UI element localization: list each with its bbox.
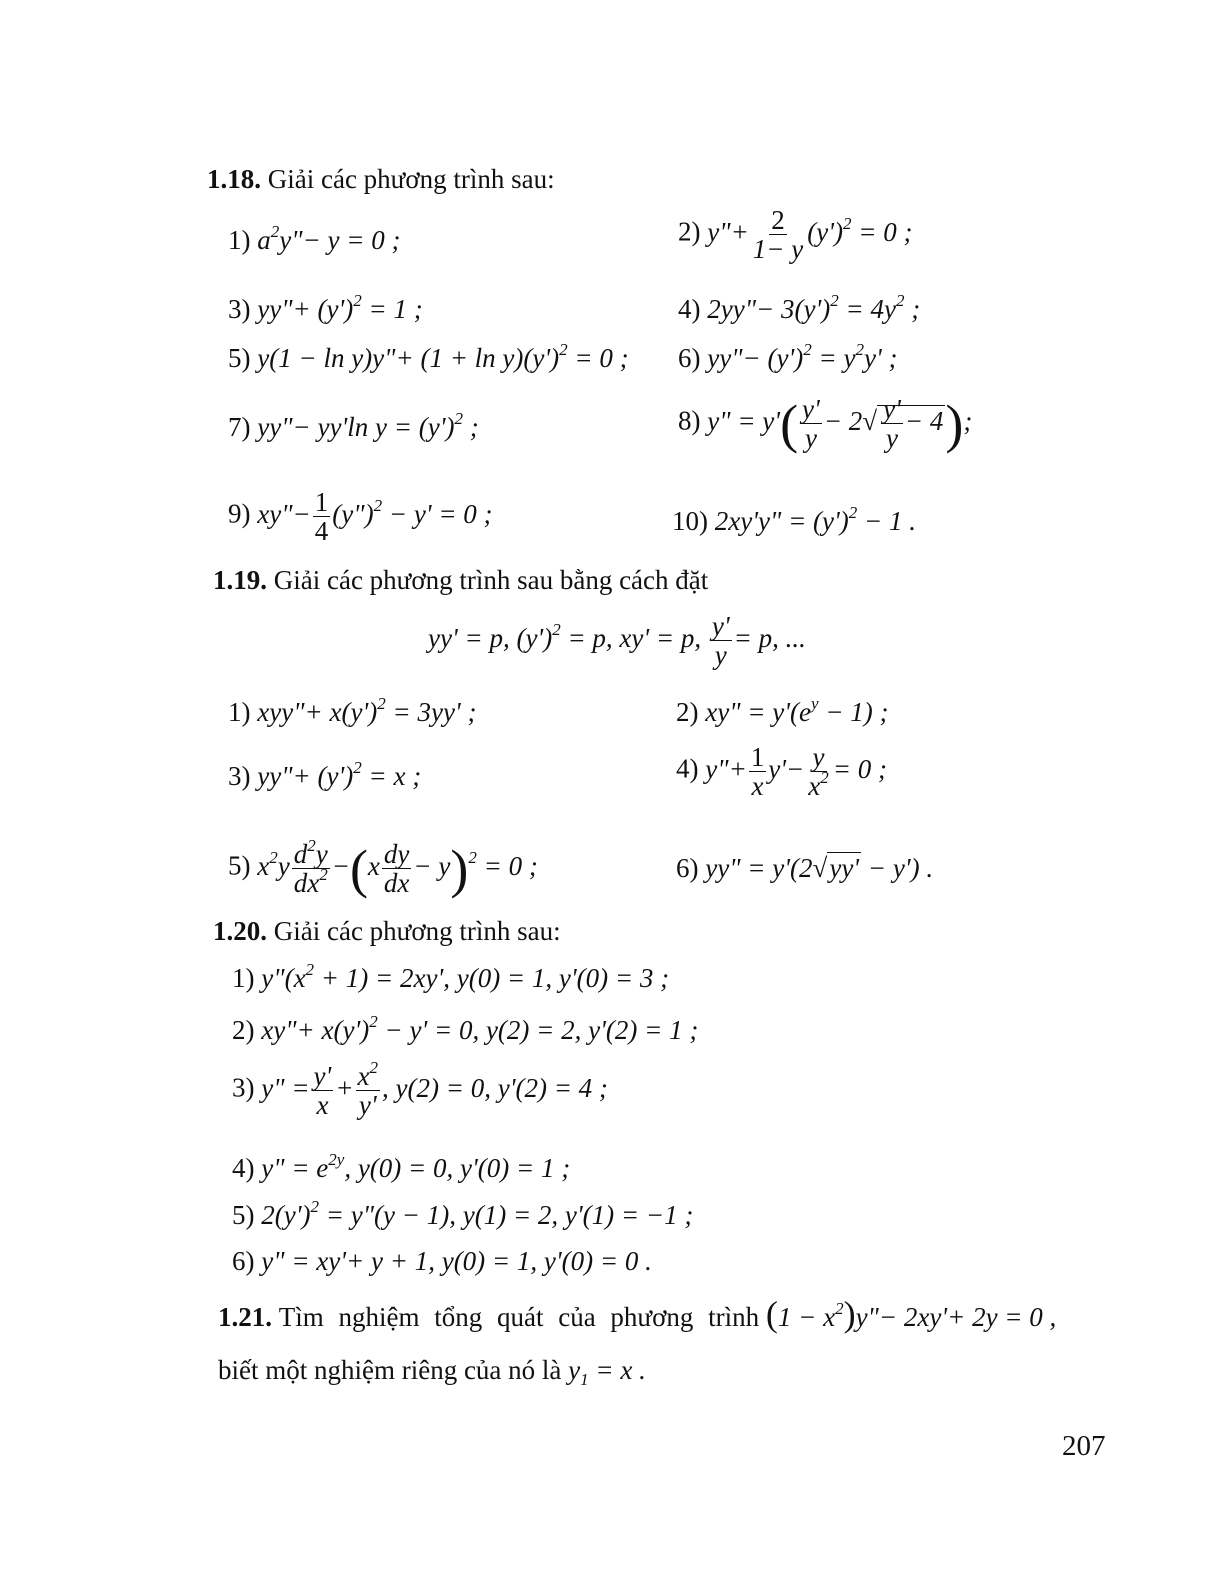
item-label: 5) bbox=[228, 850, 251, 881]
eq-1-20-5 bbox=[232, 1199, 693, 1231]
item-label: 9) bbox=[228, 498, 251, 529]
item-label: 5) bbox=[228, 343, 251, 373]
formula: y" = $\frac{y'}{x}$ + $\frac{x^2}{y'}$ , y(2) = 0, y'(2) = 4 ; bbox=[261, 1058, 608, 1120]
eq-1-20-4 bbox=[232, 1152, 570, 1184]
exercise-number: 1.21. bbox=[218, 1302, 272, 1332]
formula: xy"− $\frac{1}{4}$ (y")$^2$ − y' = 0 ; bbox=[257, 487, 493, 546]
exercise-1-21-line1 bbox=[218, 1294, 1057, 1334]
eq-1-19-4 bbox=[676, 743, 887, 800]
formula: y" = y'( $\frac{y'}{y}$ − 2√ $\frac{y'}{y}$ − 4); bbox=[707, 393, 973, 454]
formula: y"+ $\frac{2}{1- y}$ $(y')^2 = 0$ ; bbox=[707, 205, 913, 264]
item-label: 3) bbox=[232, 1072, 255, 1103]
item-label: 6) bbox=[676, 853, 699, 883]
item-label: 7) bbox=[228, 412, 251, 442]
exercise-text: biết một nghiệm riêng của nó là bbox=[218, 1355, 562, 1385]
formula: y(1 − ln y)y"+ $(1 + \ln y)(y')^2 = 0$ ; bbox=[257, 340, 629, 373]
eq-1-18-9 bbox=[228, 488, 493, 545]
formula: $(1 - x^2)y"- 2xy'+ 2y = 0$ , bbox=[765, 1294, 1057, 1334]
item-label: 6) bbox=[232, 1246, 255, 1276]
eq-1-18-7 bbox=[228, 411, 479, 443]
formula: $x^2y$ $\frac{d^2y}{dx^2}$ −(x $\frac{dy}{dx}$ − y)$^2$ = 0 ; bbox=[257, 836, 538, 899]
item-label: 10) bbox=[672, 506, 708, 536]
formula: xy" = $y'(e^y - 1)$ ; bbox=[705, 694, 889, 727]
item-label: 6) bbox=[678, 343, 701, 373]
exercise-number: 1.19. bbox=[213, 565, 267, 595]
item-label: 1) bbox=[228, 225, 251, 255]
exercise-text: Giải các phương trình sau: bbox=[267, 164, 555, 194]
item-label: 5) bbox=[232, 1200, 255, 1230]
formula: y" = xy'+ y + 1, y(0) = 1, y'(0) = 0 . bbox=[261, 1246, 652, 1276]
eq-1-19-3 bbox=[228, 760, 421, 792]
eq-1-20-6 bbox=[232, 1245, 652, 1277]
eq-1-19-5 bbox=[228, 836, 538, 899]
item-label: 4) bbox=[232, 1153, 255, 1183]
item-label: 3) bbox=[228, 294, 251, 324]
page-number: 207 bbox=[1062, 1430, 1106, 1462]
eq-1-18-4 bbox=[678, 293, 920, 325]
formula: $2(y')^2$ = y"(y − 1), y(1) = 2, y'(1) = −1 ; bbox=[261, 1197, 694, 1230]
formula: $a^2y"- y = 0$ ; bbox=[257, 222, 401, 255]
eq-1-18-1 bbox=[228, 224, 401, 256]
eq-1-18-3 bbox=[228, 293, 423, 325]
item-label: 2) bbox=[232, 1015, 255, 1045]
eq-1-20-2 bbox=[232, 1014, 698, 1046]
exercise-1-18-heading bbox=[207, 163, 555, 195]
formula: 2yy"− $3(y')^2 = 4y^2$ ; bbox=[707, 291, 921, 324]
substitution-formula: yy' = p, $(y')^2 = p$, xy' = p, $\frac{y'}{y}$ = p, ... bbox=[428, 611, 806, 670]
eq-1-19-6 bbox=[676, 852, 933, 884]
eq-1-18-6 bbox=[678, 342, 898, 374]
formula: yy"+ $(y')^2 = 1$ ; bbox=[257, 291, 423, 324]
formula: $y_1 = x$ . bbox=[568, 1355, 646, 1389]
eq-1-19-1 bbox=[228, 696, 476, 728]
exercise-text: Tìm nghiệm tổng quát của phương trình bbox=[278, 1302, 760, 1332]
item-label: 1) bbox=[228, 697, 251, 727]
formula: xy"+ $x(y')^2 - y' = 0$, y(2) = 2, y'(2) = 1 ; bbox=[261, 1012, 699, 1045]
exercise-1-21-line2 bbox=[218, 1354, 646, 1389]
formula: y" = $e^{2y}$, y(0) = 0, y'(0) = 1 ; bbox=[261, 1150, 571, 1183]
eq-1-20-3 bbox=[232, 1058, 608, 1120]
item-label: 3) bbox=[228, 761, 251, 791]
exercise-1-20-heading bbox=[213, 915, 561, 947]
eq-1-18-2 bbox=[678, 206, 912, 263]
eq-1-18-5 bbox=[228, 342, 629, 374]
formula: xyy"+ $x(y')^2 = 3yy'$ ; bbox=[257, 694, 477, 727]
item-label: 8) bbox=[678, 405, 701, 436]
exercise-text: Giải các phương trình sau: bbox=[273, 916, 561, 946]
eq-1-19-2 bbox=[676, 696, 889, 728]
item-label: 2) bbox=[678, 216, 701, 247]
formula: y"+ $\frac{1}{x}$ y'− $\frac{y}{x^2}$ = 0 ; bbox=[705, 742, 887, 801]
formula: 2xy'y" = $(y')^2 - 1$ . bbox=[714, 503, 917, 536]
item-label: 4) bbox=[678, 294, 701, 324]
exercise-number: 1.20. bbox=[213, 916, 267, 946]
formula: yy"+ $(y')^2 = x$ ; bbox=[257, 758, 422, 791]
exercise-1-19-heading bbox=[213, 564, 708, 596]
formula: $y"(x^2 + 1) = 2xy'$, y(0) = 1, y'(0) = 3 ; bbox=[261, 960, 670, 993]
formula: yy" = y'(2√yy' − y') . bbox=[705, 853, 934, 883]
formula: yy"− $(y')^2 = y^2y'$ ; bbox=[707, 340, 898, 373]
item-label: 4) bbox=[676, 753, 699, 784]
exercise-text: Giải các phương trình sau bằng cách đặt bbox=[273, 565, 709, 595]
exercise-number: 1.18. bbox=[207, 164, 261, 194]
formula: yy"− yy'ln $y = (y')^2$ ; bbox=[257, 409, 479, 442]
eq-1-18-10 bbox=[672, 505, 916, 537]
eq-1-18-8 bbox=[678, 395, 972, 452]
item-label: 2) bbox=[676, 697, 699, 727]
eq-1-20-1 bbox=[232, 962, 669, 994]
item-label: 1) bbox=[232, 963, 255, 993]
